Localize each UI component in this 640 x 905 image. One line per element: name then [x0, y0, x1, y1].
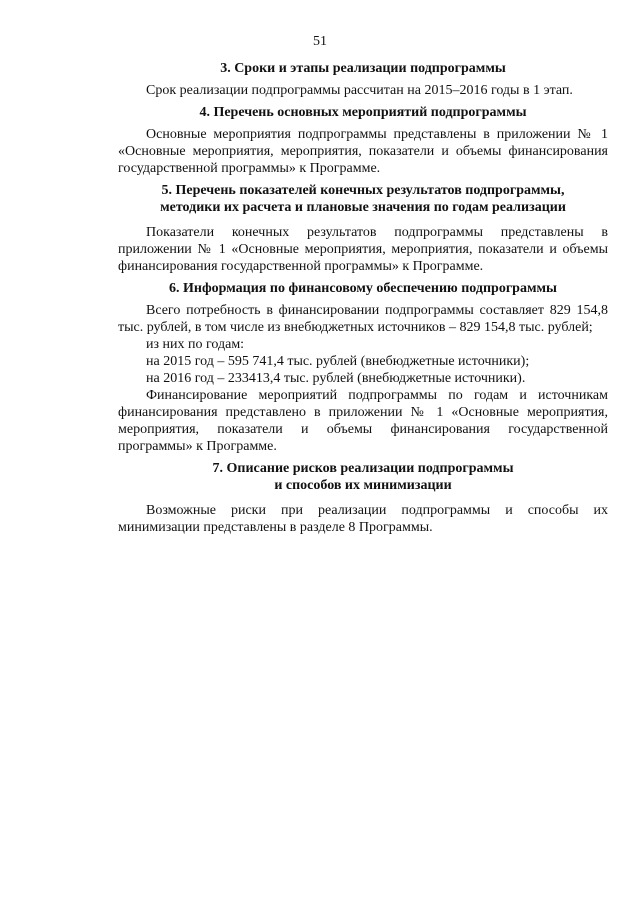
section-3-heading: 3. Сроки и этапы реализации подпрограммы — [220, 61, 506, 76]
section-7-heading-line-1: 7. Описание рисков реализации подпрограммы — [212, 461, 514, 476]
section-6-financing-text: Финансирование мероприятий подпрограммы по годам и источникам финансирования представлено в приложении № 1 «Основные мероприятия, мероприятия, показатели и объемы финансирования государственной программы» к Программе. — [118, 388, 608, 454]
section-5-text: Показатели конечных результатов подпрограммы представлены в приложении № 1 «Основные мероприятия, мероприятия, показатели и объемы финансирования государственной программы» к Программе. — [118, 225, 608, 274]
section-5-heading-line-1: 5. Перечень показателей конечных результатов подпрограммы, — [161, 183, 565, 198]
section-7-heading-line-2: и способов их минимизации — [274, 478, 452, 493]
section-6-year-2016: на 2016 год – 233413,4 тыс. рублей (внебюджетные источники). — [146, 371, 526, 386]
section-3-text: Срок реализации подпрограммы рассчитан на 2015–2016 годы в 1 этап. — [146, 83, 573, 98]
section-5-heading-line-2: методики их расчета и плановые значения по годам реализации — [160, 200, 566, 215]
section-7-heading — [118, 460, 608, 494]
page-number: 51 — [313, 34, 327, 49]
section-6-year-2015: на 2015 год – 595 741,4 тыс. рублей (внебюджетные источники); — [146, 354, 530, 369]
section-6-heading: 6. Информация по финансовому обеспечению подпрограммы — [169, 281, 557, 296]
section-6-total: Всего потребность в финансировании подпрограммы составляет 829 154,8 тыс. рублей, в том числе из внебюджетных источников – 829 154,8 тыс. рублей; — [118, 303, 608, 335]
section-4-text: Основные мероприятия подпрограммы представлены в приложении № 1 «Основные мероприятия, мероприятия, показатели и объемы финансирования государственной программы» к Программе. — [118, 127, 608, 176]
page-content — [118, 60, 608, 536]
section-4-heading: 4. Перечень основных мероприятий подпрограммы — [199, 105, 527, 120]
section-5-heading — [118, 182, 608, 216]
section-7-text: Возможные риски при реализации подпрограммы и способы их минимизации представлены в разделе 8 Программы. — [118, 503, 608, 535]
section-6-by-years-label: из них по годам: — [146, 337, 245, 352]
